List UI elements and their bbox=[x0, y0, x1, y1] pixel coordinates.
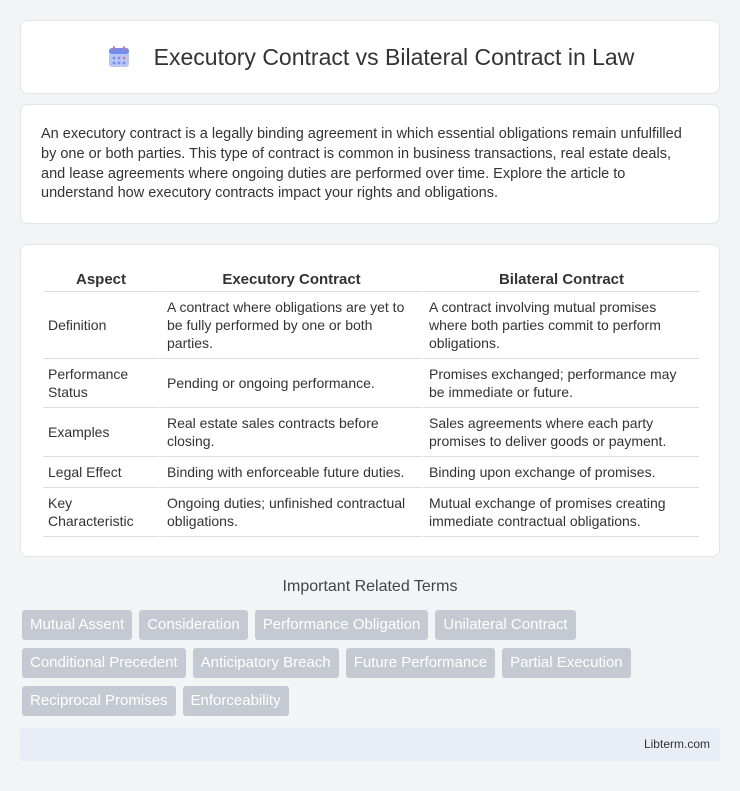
table-cell-bilateral: Promises exchanged; performance may be immediate or future. bbox=[421, 359, 699, 408]
related-term-tag[interactable]: Enforceability bbox=[183, 686, 289, 716]
table-cell-executory: A contract where obligations are yet to be fully performed by one or both parties. bbox=[159, 292, 421, 359]
table-cell-bilateral: A contract involving mutual promises where both parties commit to perform obligations. bbox=[421, 292, 699, 359]
table-row bbox=[43, 408, 699, 457]
table-cell-aspect: Definition bbox=[43, 292, 159, 359]
related-terms-title: Important Related Terms bbox=[282, 578, 458, 595]
related-term-tag[interactable]: Mutual Assent bbox=[22, 610, 132, 640]
footer-brand-link[interactable]: Libterm.com bbox=[643, 737, 710, 751]
table-row bbox=[43, 359, 699, 408]
related-term-tag[interactable]: Future Performance bbox=[346, 648, 495, 678]
table-row bbox=[43, 457, 699, 488]
comparison-table-card bbox=[20, 244, 720, 557]
page-title: Executory Contract vs Bilateral Contract in Law bbox=[153, 43, 635, 70]
calendar-grid-icon bbox=[106, 44, 132, 70]
table-cell-bilateral: Sales agreements where each party promises to deliver goods or payment. bbox=[421, 408, 699, 457]
header-aspect: Aspect bbox=[43, 267, 159, 292]
table-cell-executory: Pending or ongoing performance. bbox=[159, 359, 421, 408]
table-cell-aspect: Examples bbox=[43, 408, 159, 457]
table-cell-executory: Binding with enforceable future duties. bbox=[159, 457, 421, 488]
table-cell-aspect: Key Characteristic bbox=[43, 488, 159, 537]
table-cell-executory: Real estate sales contracts before closing. bbox=[159, 408, 421, 457]
related-term-tag[interactable]: Performance Obligation bbox=[255, 610, 429, 640]
table-cell-bilateral: Mutual exchange of promises creating immediate contractual obligations. bbox=[421, 488, 699, 537]
table-row bbox=[43, 488, 699, 537]
header-card bbox=[20, 20, 720, 94]
related-term-tag[interactable]: Reciprocal Promises bbox=[22, 686, 176, 716]
related-term-tag[interactable]: Conditional Precedent bbox=[22, 648, 186, 678]
intro-card bbox=[20, 104, 720, 224]
related-term-tag[interactable]: Unilateral Contract bbox=[435, 610, 575, 640]
table-row bbox=[43, 292, 699, 359]
table-header-row bbox=[43, 267, 699, 292]
table-cell-aspect: Legal Effect bbox=[43, 457, 159, 488]
table-cell-aspect: Performance Status bbox=[43, 359, 159, 408]
related-term-tag[interactable]: Consideration bbox=[139, 610, 248, 640]
table-cell-bilateral: Binding upon exchange of promises. bbox=[421, 457, 699, 488]
footer bbox=[20, 728, 720, 761]
related-term-tag[interactable]: Anticipatory Breach bbox=[193, 648, 339, 678]
header-executory: Executory Contract bbox=[159, 267, 421, 292]
table-cell-executory: Ongoing duties; unfinished contractual obligations. bbox=[159, 488, 421, 537]
related-terms-list bbox=[22, 610, 722, 716]
header-bilateral: Bilateral Contract bbox=[421, 267, 699, 292]
comparison-table bbox=[43, 267, 699, 537]
related-term-tag[interactable]: Partial Execution bbox=[502, 648, 631, 678]
intro-text: An executory contract is a legally binding agreement in which essential obligations remain unfulfilled by one or both parties. This type of contract is common in business transactions, real estate deals, and lease agreements where ongoing duties are performed over time. Explore the article to understand how executory contracts impact your rights and obligations. bbox=[41, 126, 682, 202]
